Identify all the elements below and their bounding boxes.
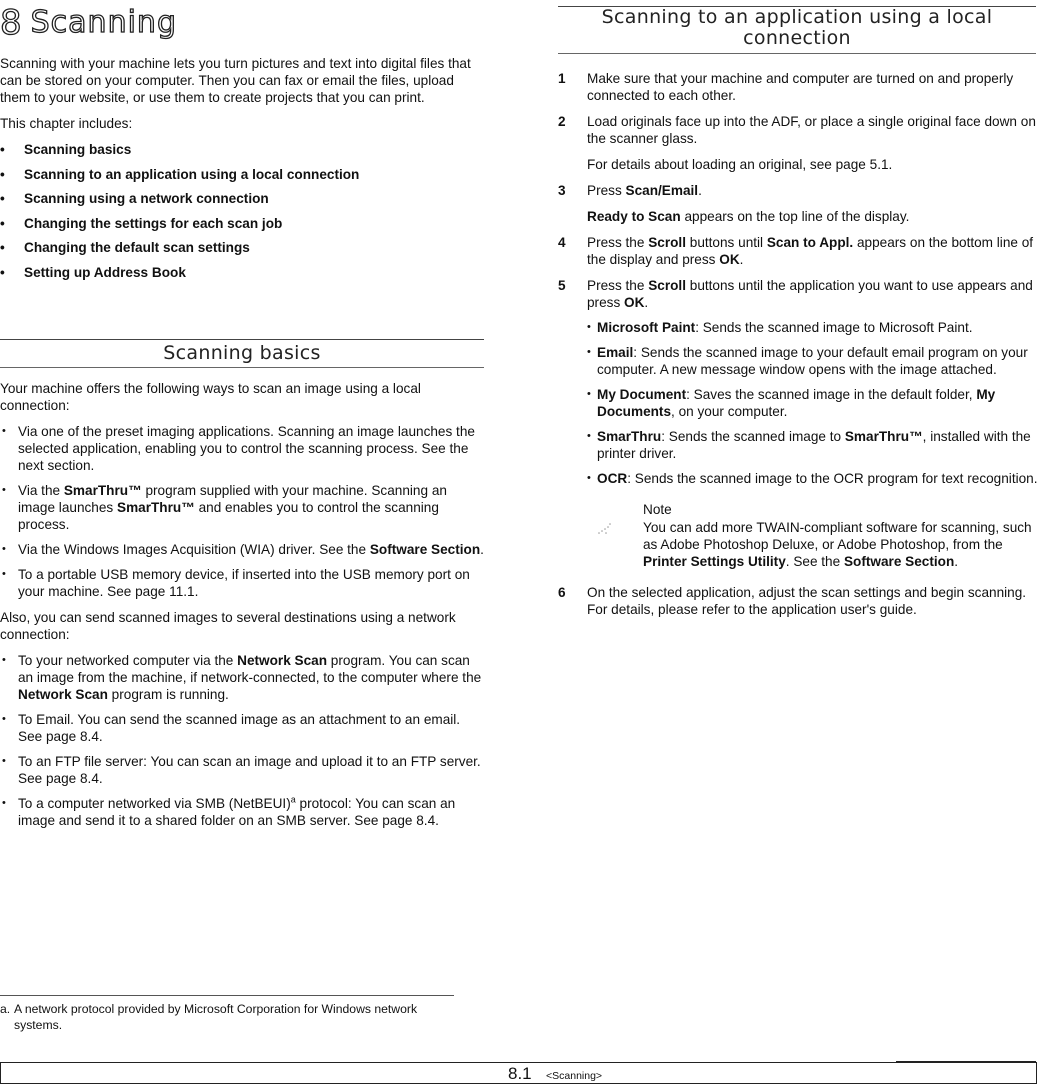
local-methods-list bbox=[0, 423, 484, 600]
step-6 bbox=[556, 584, 1038, 618]
section-heading-text: Scanning basics bbox=[163, 342, 321, 364]
step-number: 2 bbox=[558, 114, 566, 129]
intro-paragraph: Scanning with your machine lets you turn pictures and text into digital files that can be stored on your computer. Then you can fax or email the files, upload them to your website, or use them to create projects that you can print. bbox=[0, 56, 471, 105]
toc-item[interactable]: • Changing the default scan settings bbox=[0, 239, 484, 256]
network-methods-list bbox=[0, 652, 484, 829]
basics-body bbox=[0, 380, 484, 838]
step-number: 1 bbox=[558, 71, 566, 86]
list-item: • To a computer networked via SMB (NetBEUI)$^a$ protocol: You can scan an image and send it to a shared folder on an SMB server. See page 8.4. bbox=[0, 795, 484, 829]
step-number: 6 bbox=[558, 585, 566, 600]
toc-item[interactable]: • Scanning basics bbox=[0, 141, 484, 158]
application-list bbox=[587, 319, 1038, 487]
toc-item[interactable]: • Setting up Address Book bbox=[0, 264, 484, 281]
step-subtext: For details about loading an original, see page 5.1. bbox=[587, 157, 893, 172]
footnote-text-cont: systems. bbox=[14, 1018, 63, 1032]
toc-item[interactable]: • Scanning using a network connection bbox=[0, 190, 484, 207]
note-box bbox=[587, 501, 1038, 570]
section-heading-application bbox=[558, 6, 1036, 54]
step-text: Press the Scroll buttons until Scan to Appl. appears on the bottom line of the display and press OK. bbox=[587, 235, 1034, 267]
step-text: Press Scan/Email. bbox=[587, 183, 702, 198]
step-text: Load originals face up into the ADF, or place a single original face down on the scanner glass. bbox=[587, 114, 1036, 146]
step-4 bbox=[556, 234, 1038, 268]
page-label: <Scanning> bbox=[546, 1070, 603, 1082]
list-item: • Microsoft Paint: Sends the scanned image to Microsoft Paint. bbox=[587, 319, 1038, 336]
list-item: • My Document: Saves the scanned image in the default folder, My Documents, on your computer. bbox=[587, 386, 1038, 420]
chapter-name: Scanning bbox=[30, 5, 177, 40]
basics-lead: Your machine offers the following ways to scan an image using a local connection: bbox=[0, 381, 421, 413]
step-2 bbox=[556, 113, 1038, 173]
chapter-contents-list bbox=[0, 141, 484, 281]
list-item: • To Email. You can send the scanned image as an attachment to an email. See page 8.4. bbox=[0, 711, 484, 745]
list-item: • Via the Windows Images Acquisition (WIA) driver. See the Software Section. bbox=[0, 541, 484, 558]
note-icon bbox=[595, 521, 617, 537]
steps-list bbox=[556, 70, 1038, 627]
list-item: • To your networked computer via the Network Scan program. You can scan an image from the machine, if network-connected, to the computer where the Network Scan program is running. bbox=[0, 652, 484, 703]
list-item: • Via the SmarThru™ program supplied with your machine. Scanning an image launches SmarThru™ and enables you to control the scanning process. bbox=[0, 482, 484, 533]
footnote-mark: a. bbox=[0, 1002, 11, 1016]
step-text: Make sure that your machine and computer are turned on and properly connected to each other. bbox=[587, 71, 1014, 103]
step-1 bbox=[556, 70, 1038, 104]
list-item: • OCR: Sends the scanned image to the OCR program for text recognition. bbox=[587, 470, 1038, 487]
step-subtext: Ready to Scan appears on the top line of the display. bbox=[587, 209, 910, 224]
list-item: • Via one of the preset imaging applications. Scanning an image launches the selected application, enabling you to control the scanning process. See the next section. bbox=[0, 423, 484, 474]
footnote-divider bbox=[0, 995, 454, 996]
step-text: Press the Scroll buttons until the application you want to use appears and press OK. bbox=[587, 278, 1033, 310]
step-number: 4 bbox=[558, 235, 566, 250]
footnote-text: A network protocol provided by Microsoft Corporation for Windows network bbox=[14, 1002, 418, 1016]
chapter-title bbox=[0, 2, 177, 42]
section-heading-basics bbox=[0, 339, 484, 368]
section-heading-line: connection bbox=[743, 27, 851, 49]
note-text: You can add more TWAIN-compliant software for scanning, such as Adobe Photoshop Deluxe, or Adobe Photoshop, from the Printer Settings Utility. See the Software Section. bbox=[643, 520, 1032, 569]
page-number: 8.1 bbox=[508, 1064, 532, 1083]
network-lead: Also, you can send scanned images to several destinations using a network connection: bbox=[0, 610, 456, 642]
step-text: On the selected application, adjust the scan settings and begin scanning. For details, please refer to the application user's guide. bbox=[587, 585, 1027, 617]
list-item: • SmarThru: Sends the scanned image to SmarThru™, installed with the printer driver. bbox=[587, 428, 1038, 462]
step-3 bbox=[556, 182, 1038, 225]
step-number: 5 bbox=[558, 278, 566, 293]
section-heading-line: Scanning to an application using a local bbox=[601, 6, 993, 28]
toc-item[interactable]: • Changing the settings for each scan job bbox=[0, 215, 484, 232]
step-5 bbox=[556, 277, 1038, 570]
list-item: • To an FTP file server: You can scan an image and upload it to an FTP server. See page 8.4. bbox=[0, 753, 484, 787]
step-number: 3 bbox=[558, 183, 566, 198]
footnote bbox=[0, 1001, 480, 1033]
note-title: Note bbox=[643, 502, 672, 517]
list-item: • Email: Sends the scanned image to your default email program on your computer. A new message window opens with the image attached. bbox=[587, 344, 1038, 378]
includes-label: This chapter includes: bbox=[0, 116, 133, 131]
intro bbox=[0, 55, 484, 288]
chapter-number: 8 bbox=[0, 3, 23, 43]
list-item: • To a portable USB memory device, if inserted into the USB memory port on your machine. See page 11.1. bbox=[0, 566, 484, 600]
footnote-ref[interactable]: a bbox=[290, 794, 296, 805]
toc-item[interactable]: • Scanning to an application using a local connection bbox=[0, 166, 484, 183]
footer-bar bbox=[896, 1061, 1036, 1063]
